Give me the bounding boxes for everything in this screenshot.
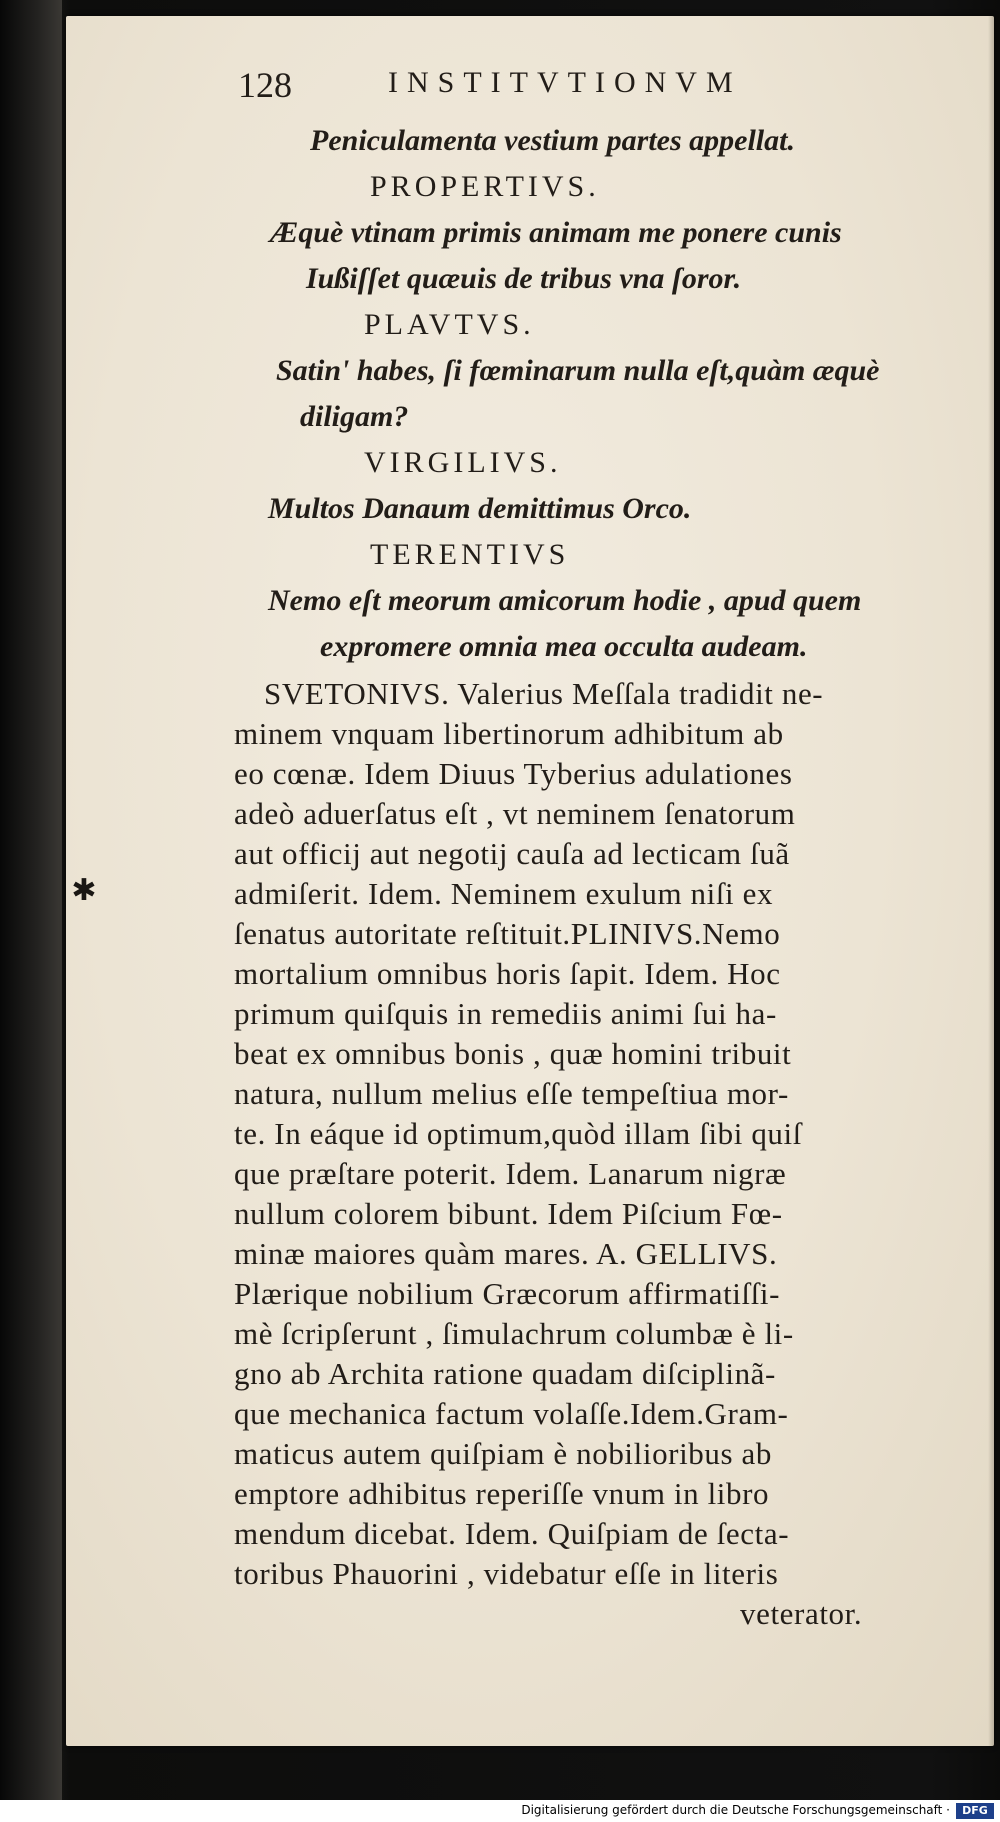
text-line: Multos Danaum demittimus Orco. — [268, 492, 692, 525]
text-line: mè ſcripſerunt , ſimulachrum columbæ è li- — [234, 1316, 794, 1351]
text-line: que præſtare poterit. Idem. Lanarum nigræ — [234, 1156, 787, 1191]
text-line: beat ex omnibus bonis , quæ homini tribuit — [234, 1036, 792, 1071]
text-line: aut officij aut negotij cauſa ad lecticam ſuã — [234, 836, 790, 871]
author-heading: PLAVTVS. — [364, 308, 535, 341]
text-line: Iußiſſet quæuis de tribus vna ſoror. — [306, 262, 742, 295]
text-line: Plærique nobilium Græcorum affirmatiſſi- — [234, 1276, 781, 1311]
text-line: minæ maiores quàm mares. A. GELLIVS. — [234, 1236, 778, 1271]
author-heading: VIRGILIVS. — [364, 446, 562, 479]
text-line: ſenatus autoritate reſtituit.PLINIVS.Nemo — [234, 916, 781, 951]
dfg-logo: DFG — [956, 1803, 994, 1819]
text-line: expromere omnia mea occulta audeam. — [320, 630, 808, 663]
author-heading: TERENTIVS — [370, 538, 570, 571]
text-line: adeò aduerſatus eſt , vt neminem ſenatorum — [234, 796, 796, 831]
text-line: maticus autem quiſpiam è nobilioribus ab — [234, 1436, 772, 1471]
text-line: admiſerit. Idem. Neminem exulum niſi ex — [234, 876, 774, 911]
text-line: mortalium omnibus horis ſapit. Idem. Hoc — [234, 956, 781, 991]
text-line: que mechanica factum volaſſe.Idem.Gram- — [234, 1396, 789, 1431]
page-text — [170, 58, 910, 1631]
text-line: Satin' habes, ſi fœminarum nulla eſt,quàm æquè — [276, 354, 880, 387]
running-head — [170, 58, 910, 110]
author-heading: PROPERTIVS. — [370, 170, 600, 203]
text-line: toribus Phauorini , videbatur eſſe in literis — [234, 1556, 779, 1591]
page-number: 128 — [238, 65, 292, 105]
digitization-footer — [0, 1800, 1000, 1822]
text-line: eo cœnæ. Idem Diuus Tyberius adulationes — [234, 756, 793, 791]
text-line: veterator. — [740, 1596, 863, 1631]
text-line: te. In eáque id optimum,quòd illam ſibi quiſ — [234, 1116, 802, 1151]
text-line: Æquè vtinam primis animam me ponere cunis — [270, 216, 842, 249]
text-line: Peniculamenta vestium partes appellat. — [310, 124, 795, 157]
text-line: mendum dicebat. Idem. Quiſpiam de ſecta- — [234, 1516, 790, 1551]
digitization-credit: Digitalisierung gefördert durch die Deutsche Forschungsgemeinschaft · — [521, 1803, 950, 1817]
book-binding — [0, 0, 62, 1822]
text-line: minem vnquam libertinorum adhibitum ab — [234, 716, 784, 751]
text-line: diligam? — [300, 400, 409, 433]
text-line: nullum colorem bibunt. Idem Piſcium Fœ- — [234, 1196, 783, 1231]
text-line: primum quiſquis in remediis animi ſui ha- — [234, 996, 777, 1031]
text-line: Nemo eſt meorum amicorum hodie , apud quem — [268, 584, 862, 617]
text-line: emptore adhibitus reperiſſe vnum in libro — [234, 1476, 770, 1511]
page-edge — [988, 16, 994, 1746]
running-title: INSTITVTIONVM — [388, 66, 742, 99]
text-line: natura, nullum melius eſſe tempeſtiua mor- — [234, 1076, 789, 1111]
text-line: gno ab Archita ratione quadam diſciplinã- — [234, 1356, 776, 1391]
text-line: SVETONIVS. Valerius Meſſala tradidit ne- — [264, 676, 824, 711]
ink-blot-icon: ✱ — [71, 873, 97, 908]
